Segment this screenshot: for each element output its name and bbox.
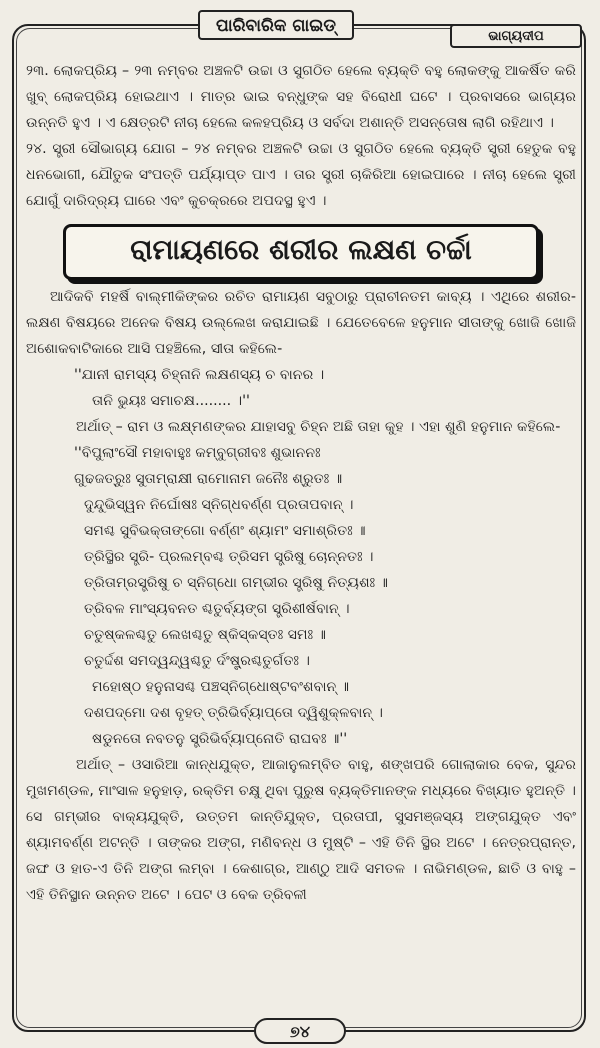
hanuman-verse-line: ଦୁନ୍ଦୁଭିସ୍ୱନ ନିର୍ଘୋଷଃ ସ୍ନିଗ୍ଧବର୍ଣ୍ଣ ପ୍ରତାପବାନ୍ ।: [84, 497, 354, 513]
hanuman-verse-line: ଚତୁର୍ଦ୍ଦଶ ସମଦ୍ୱନ୍ଦ୍ୱଶ୍ଚତୁ ର୍ଦଂଷ୍ଟ୍ରଶ୍ଚତୁର୍ଗତଃ ।: [84, 653, 310, 669]
meaning-paragraph-2: ଅର୍ଥାତ୍ – ଓସାରିଆ କାନ୍ଧଯୁକ୍ତ, ଆଜାନୁଲମ୍ବିତ ବାହୁ, ଶଙ୍ଖପରି ଗୋଲାକାର ବେକ, ସୁନ୍ଦର ମୁଖମଣ୍ଡଳ, ମାଂସାଳ ହନୁହାଡ଼, ରକ୍ତିମ ଚକ୍ଷୁ ଥିବା ପୁରୁଷ ବ୍ୟକ୍ତିମାନଙ୍କ ମଧ୍ୟରେ ବିଖ୍ୟାତ ହୁଅନ୍ତି । ସେ ଗମ୍ଭୀର ବାକ୍ୟଯୁକ୍ତି, ଉତ୍ତମ କାନ୍ତିଯୁକ୍ତ, ପ୍ରତାପୀ, ସୁସମଞ୍ଜସ୍ୟ ଅଙ୍ଗଯୁକ୍ତ ଏବଂ ଶ୍ୟାମବର୍ଣ୍ଣ ଅଟନ୍ତି । ତାଙ୍କର ଅଙ୍ଗ, ମଣିବନ୍ଧ ଓ ମୁଷ୍ଟି – ଏହି ତିନି ସ୍ଥିର ଅଟେ । ନେତ୍ରପ୍ରାନ୍ତ, ଜଙ୍ଘ ଓ ହାତ-ଏ ତିନି ଅଙ୍ଗ ଲମ୍ବା । କେଶାଗ୍ର, ଆଣ୍ଠୁ ଆଦି ସମତଳ । ନାଭିମଣ୍ଡଳ, ଛାତି ଓ ବାହୁ – ଏହି ତିନିସ୍ଥାନ ଉନ୍ନତ ଅଟେ । ପେଟ ଓ ବେକ ତ୍ରିବଳୀ: [26, 757, 576, 903]
section-tag: ଭାଗ୍ୟଦୀପ: [450, 24, 582, 48]
hanuman-verse-line: ଗୁଢଜତ୍ରୁଃ ସୁତାମ୍ରାକ୍ଷୀ ରାମୋନାମ ଜନୈଃ ଶ୍ରୁତଃ ॥: [74, 471, 343, 487]
paragraph-23: ୨୩. ଲୋକପ୍ରିୟ – ୨୩ ନମ୍ବର ଅଞ୍ଚଳଟି ଉଚ୍ଚା ଓ ସୁଗଠିତ ହେଲେ ବ୍ୟକ୍ତି ବହୁ ଲୋକଙ୍କୁ ଆକର୍ଷିତ କରି ଖୁବ୍ ଲୋକପ୍ରିୟ ହୋଇଥାଏ । ମାତ୍ର ଭାଇ ବନ୍ଧୁଙ୍କ ସହ ବିରୋଧୀ ଘଟେ । ପ୍ରବାସରେ ଭାଗ୍ୟର ଉନ୍ନତି ହୁଏ । ଏ କ୍ଷେତ୍ରଟି ନୀଚା ହେଲେ କଳହପ୍ରିୟ ଓ ସର୍ବଦା ଅଶାନ୍ତି ଅସନ୍ତୋଷ ଲାଗି ରହିଥାଏ ।: [26, 63, 576, 131]
meaning-paragraph-1: ଅର୍ଥାତ୍ – ରାମ ଓ ଲକ୍ଷ୍ମଣଙ୍କର ଯାହାସବୁ ଚିହ୍ନ ଅଛି ତାହା କୁହ । ଏହା ଶୁଣି ହନୁମାନ କହିଲେ-: [76, 419, 561, 435]
hanuman-verse-line: ତ୍ରିତାମ୍ରସ୍ତ୍ରିଷୁ ଚ ସ୍ନିଗ୍ଧୋ ଗମ୍ଭୀର ସ୍ତ୍ରିଷୁ ନିତ୍ୟଶଃ ॥: [84, 575, 389, 591]
hanuman-verse-line: ''ବିପୁଲାଂସୌ ମହାବାହୁଃ କମ୍ବୁଗ୍ରୀବଃ ଶୁଭାନନଃ: [74, 445, 321, 461]
hanuman-verse-line: ସମଶ୍ଚ ସୁବିଭକ୍ତାଙ୍ଗୋ ବର୍ଣ୍ଣଂ ଶ୍ୟାମଂ ସମାଶ୍ରିତଃ ॥: [84, 523, 366, 539]
sita-verse-line-2: ତାନି ଭୁୟଃ ସମାଚକ୍ଷ........ ।'': [92, 393, 250, 409]
hanuman-verse-line: ତ୍ରିସ୍ଥିର ସ୍ତ୍ରି- ପ୍ରଲମ୍ବଶ୍ଚ ତ୍ରିସମ ସ୍ତ୍ରିଷୁ ଚୋନ୍ନତଃ ।: [84, 549, 374, 565]
hanuman-verse-line: ତ୍ରିବଳ ମାଂସ୍ୟବନତ ଶ୍ଚତୁର୍ବ୍ୟଙ୍ଗ ସ୍ତ୍ରିଶୀର୍ଷବାନ୍ ।: [84, 601, 350, 617]
book-title-tab: ପାରିବାରିକ ଗାଇଡ୍: [198, 10, 354, 40]
hanuman-verse-line: ମହୋଷ୍ଠ ହନୁନାସଶ୍ଚ ପଞ୍ଚସ୍ନିଗ୍ଧୋଷ୍ଟବଂଶବାନ୍ ॥: [92, 679, 350, 695]
paragraph-24: ୨୪. ସ୍ତ୍ରୀ ସୌଭାଗ୍ୟ ଯୋଗ – ୨୪ ନମ୍ବର ଅଞ୍ଚଳଟି ଉଚ୍ଚା ଓ ସୁଗଠିତ ହେଲେ ବ୍ୟକ୍ତି ସ୍ତ୍ରୀ ହେତୁକ ବହୁ ଧନଭୋଗୀ, ଯୌତୁକ ସଂପତ୍ତି ପର୍ଯ୍ୟାପ୍ତ ପାଏ । ତାର ସ୍ତ୍ରୀ ଚାକିରିଆ ହୋଇପାରେ । ନୀଚା ହେଲେ ସ୍ତ୍ରୀ ଯୋଗୁଁ ଦାରିଦ୍ର୍ୟ ଘାରେ ଏବଂ କୁଚକ୍ରରେ ଅପଦସ୍ଥ ହୁଏ ।: [26, 141, 576, 209]
page-number: ୭୪: [254, 1018, 346, 1044]
sita-verse-line-1: ''ଯାନୀ ରାମସ୍ୟ ଚିହ୍ନାନି ଲକ୍ଷଣସ୍ୟ ଚ ବାନର ।: [74, 367, 325, 383]
section-title: ରାମାୟଣରେ ଶରୀର ଲକ୍ଷଣ ଚର୍ଚ୍ଚା: [63, 224, 539, 280]
hanuman-verse-line: ଚତୁଷ୍କଳଶ୍ଚତୁ ଲେଖଶ୍ଚତୁ ଷ୍କିସ୍କସ୍ତଃ ସମଃ ॥: [84, 627, 327, 643]
hanuman-verse-line: ଷଡୁନତୋ ନବତନୁ ସ୍ତ୍ରିଭିର୍ବ୍ୟାପ୍ନୋତି ରାଘବଃ ॥'': [92, 731, 348, 747]
page-content: [26, 58, 576, 908]
hanuman-verse-line: ଦଶପଦ୍ମୋ ଦଶ ବୃହତ୍ ତ୍ରିଭିର୍ବ୍ୟାପ୍ତୋ ଦ୍ୱିଶୁକ୍ଳବାନ୍ ।: [84, 705, 384, 721]
intro-paragraph: ଆଦିକବି ମହର୍ଷି ବାଲ୍ମୀକିଙ୍କର ରଚିତ ରାମାୟଣ ସବୁଠାରୁ ପ୍ରାଚୀନତମ କାବ୍ୟ । ଏଥିରେ ଶରୀର-ଲକ୍ଷଣ ବିଷୟରେ ଅନେକ ବିଷୟ ଉଲ୍ଲେଖ କରାଯାଇଛି । ଯେତେବେଳେ ହନୁମାନ ସୀତାଙ୍କୁ ଖୋଜି ଖୋଜି ଅଶୋକବାଟିକାରେ ଆସି ପହଞ୍ଚିଲେ, ସୀତା କହିଲେ-: [26, 289, 576, 357]
